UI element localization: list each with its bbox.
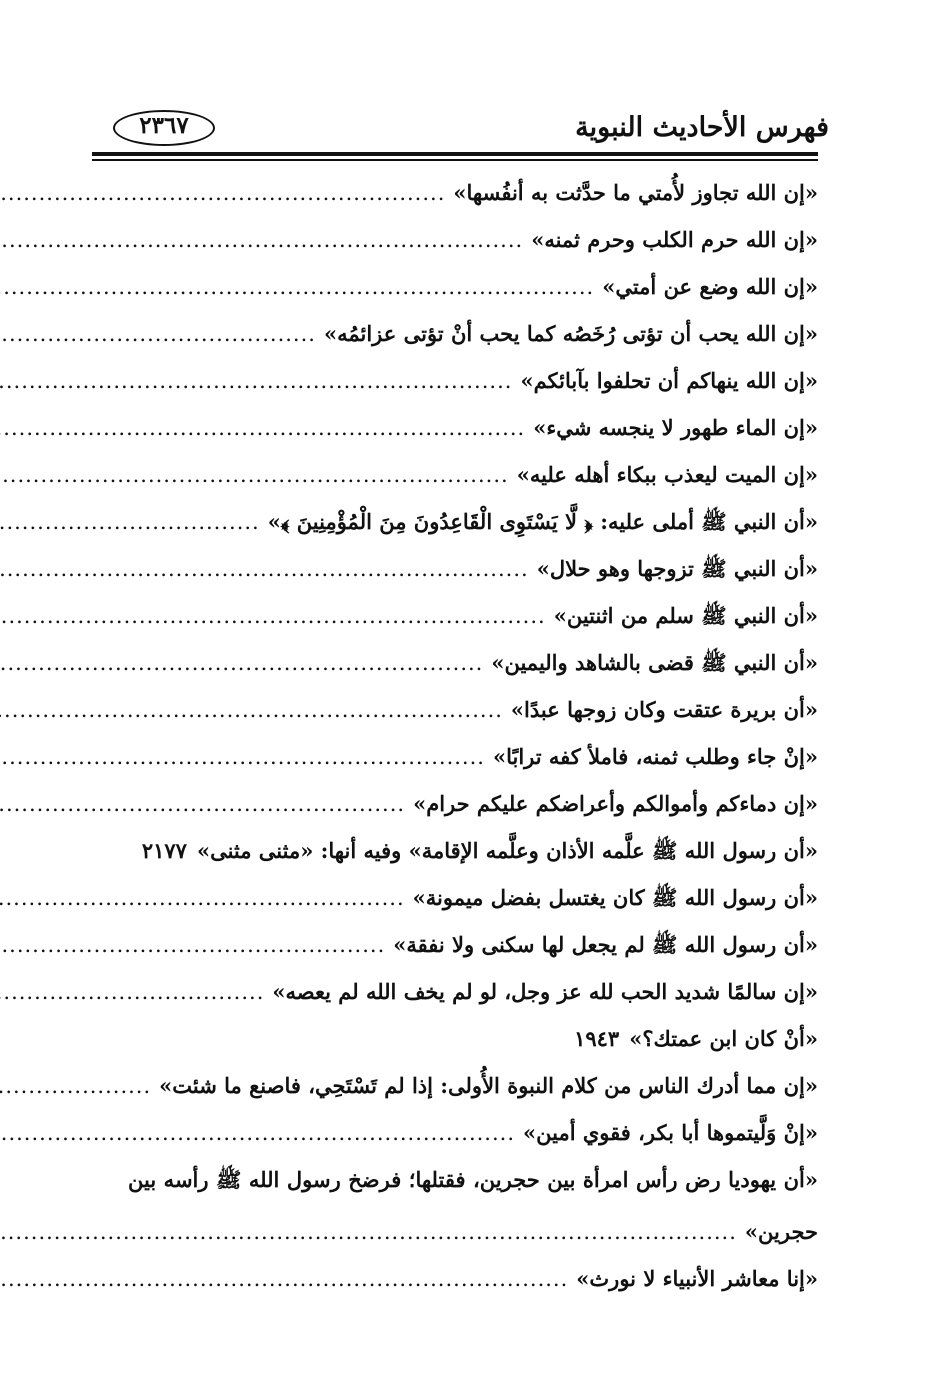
entry-text: «إن الله تجاوز لأُمتي ما حدَّثت به أنفُسها» <box>453 180 818 205</box>
dot-leader <box>0 1267 568 1291</box>
entry-text: «إن الله ينهاكم أن تحلفوا بآبائكم» <box>520 368 818 393</box>
entry-text: «إن سالمًا شديد الحب لله عز وجل، لو لم يخف الله لم يعصه» <box>272 979 818 1004</box>
page-header-title: فهرس الأحاديث النبوية <box>575 112 829 143</box>
dot-leader <box>0 557 529 581</box>
entry-text: «أن النبي ﷺ أملى عليه: ﴿ لَّا يَسْتَوِى الْقَاعِدُونَ مِنَ الْمُؤْمِنِينَ ﴾» <box>267 509 818 534</box>
dot-leader <box>0 1121 515 1145</box>
index-entry <box>128 1167 818 1219</box>
dot-leader <box>0 275 594 299</box>
entry-text: «إنْ جاء وطلب ثمنه، فاملأ كفه ترابًا» <box>492 744 818 769</box>
dot-leader <box>0 886 405 910</box>
index-entry <box>128 415 818 462</box>
dot-leader <box>0 228 523 252</box>
dot-leader <box>0 1220 737 1244</box>
index-entry <box>128 462 818 509</box>
index-entry <box>128 1120 818 1167</box>
page-number: ٢٣٦٧ <box>139 112 189 139</box>
dot-leader <box>0 698 503 722</box>
index-entry <box>128 1266 818 1313</box>
entry-text: «إن الله حرم الكلب وحرم ثمنه» <box>531 227 818 252</box>
index-entry <box>128 180 818 227</box>
index-entry <box>128 227 818 274</box>
entry-text: «إن دماءكم وأموالكم وأعراضكم عليكم حرام» <box>413 791 818 816</box>
dot-leader <box>0 369 512 393</box>
index-entry <box>128 321 818 368</box>
dot-leader <box>0 181 445 205</box>
dot-leader <box>0 416 525 440</box>
entry-text: «أن يهوديا رض رأس امرأة بين حجرين، فقتلها؛ فرضخ رسول الله ﷺ رأسه بين <box>128 1167 818 1192</box>
index-entry <box>128 1219 818 1266</box>
dot-leader <box>0 933 385 957</box>
index-entry <box>128 368 818 415</box>
dot-leader <box>0 510 260 534</box>
hadith-index-list <box>128 180 818 1313</box>
entry-text: «أن رسول الله ﷺ لم يجعل لها سكنى ولا نفقة» <box>393 932 818 957</box>
index-entry <box>128 838 818 885</box>
entry-page-refs: ١٩٤٣ <box>574 1026 620 1051</box>
index-entry <box>128 791 818 838</box>
index-entry <box>128 697 818 744</box>
entry-text: «إنْ وَلَّيتموها أبا بكر، فقوي أمين» <box>523 1120 818 1145</box>
index-entry <box>128 1073 818 1120</box>
index-entry <box>128 979 818 1026</box>
header-rule-thin <box>92 159 818 161</box>
entry-text: «أن رسول الله ﷺ كان يغتسل بفضل ميمونة» <box>412 885 818 910</box>
index-entry <box>128 932 818 979</box>
dot-leader <box>0 1074 151 1098</box>
entry-text: «أنْ كان ابن عمتك؟» <box>629 1026 818 1051</box>
index-entry <box>128 885 818 932</box>
dot-leader <box>0 604 546 628</box>
index-entry <box>128 556 818 603</box>
entry-text: «إنا معاشر الأنبياء لا نورث» <box>576 1266 818 1291</box>
entry-text: «إن الماء طهور لا ينجسه شيء» <box>533 415 818 440</box>
dot-leader <box>0 463 509 487</box>
index-entry <box>128 744 818 791</box>
entry-page-refs: ٢١٧٧ <box>141 838 187 863</box>
index-entry <box>128 509 818 556</box>
dot-leader <box>0 745 485 769</box>
dot-leader <box>0 792 405 816</box>
entry-text: «إن الله وضع عن أمتي» <box>602 274 818 299</box>
index-entry <box>128 274 818 321</box>
index-entry <box>128 603 818 650</box>
entry-text: «أن النبي ﷺ قضى بالشاهد واليمين» <box>491 650 818 675</box>
header-rule-thick <box>92 152 818 156</box>
entry-text: «إن الميت ليعذب ببكاء أهله عليه» <box>516 462 818 487</box>
dot-leader <box>0 651 483 675</box>
entry-text: «أن رسول الله ﷺ علَّمه الأذان وعلَّمه الإقامة» وفيه أنها: «مثنى مثنى» <box>196 838 818 863</box>
entry-text: «إن الله يحب أن تؤتى رُخَصُه كما يحب أنْ تؤتى عزائمُه» <box>323 321 818 346</box>
entry-text: «إن مما أدرك الناس من كلام النبوة الأُولى: إذا لم تَسْتَحِي، فاصنع ما شئت» <box>159 1073 818 1098</box>
dot-leader <box>0 322 316 346</box>
entry-text: «أن النبي ﷺ تزوجها وهو حلال» <box>536 556 818 581</box>
index-entry <box>128 1026 818 1073</box>
index-entry <box>128 650 818 697</box>
entry-text: «أن بريرة عتقت وكان زوجها عبدًا» <box>510 697 818 722</box>
entry-text: حجرين» <box>744 1219 818 1244</box>
entry-text: «أن النبي ﷺ سلم من اثنتين» <box>553 603 818 628</box>
dot-leader <box>0 980 264 1004</box>
